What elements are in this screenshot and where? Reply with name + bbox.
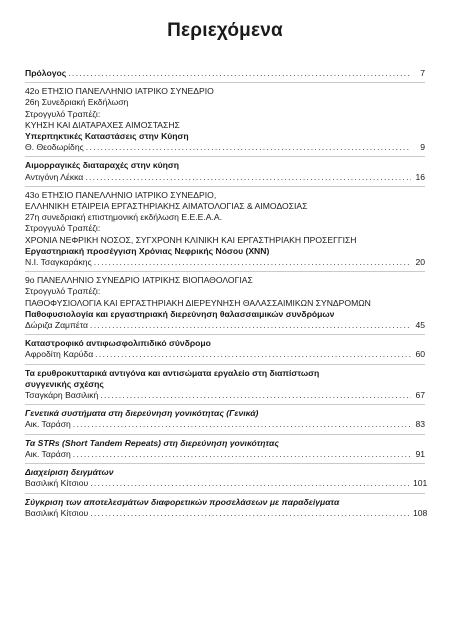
toc-entry-author: Αντιγόνη Λέκκα xyxy=(25,171,84,182)
toc-entry xyxy=(25,408,425,430)
toc-entry-line: ΕΛΛΗΝΙΚΗ ΕΤΑΙΡΕΙΑ ΕΡΓΑΣΤΗΡΙΑΚΗΣ ΑΙΜΑΤΟΛΟΓΙΑΣ & ΑΙΜΟΔΟΣΙΑΣ xyxy=(25,201,308,212)
toc-entry-line: Καταστροφικό αντιφωσφολιπιδικό σύνδρομο xyxy=(25,338,211,349)
toc-entry xyxy=(25,496,428,519)
dot-leader xyxy=(86,142,411,153)
toc-entry-author: Αικ. Ταράση xyxy=(25,419,71,430)
dot-leader xyxy=(85,172,411,183)
entry-separator xyxy=(25,463,425,464)
toc-entry-line: Διαχείριση δειγμάτων xyxy=(25,467,114,478)
toc-entry-line: ΠΑΘΟΦΥΣΙΟΛΟΓΙΑ ΚΑΙ ΕΡΓΑΣΤΗΡΙΑΚΗ ΔΙΕΡΕΥΝΗΣΗ ΘΑΛΑΣΣΑΙΜΙΚΩΝ ΣΥΝΔΡΟΜΩΝ xyxy=(25,297,371,308)
toc-entry-leader-row[interactable] xyxy=(25,507,428,519)
toc-entry xyxy=(25,275,425,331)
entry-separator xyxy=(25,434,425,435)
toc-entry-leader-row[interactable] xyxy=(25,419,425,430)
toc-page-number: 101 xyxy=(413,478,428,489)
toc-page-number: 83 xyxy=(415,419,425,430)
toc-entry-line: Στρογγυλό Τραπέζι: xyxy=(25,286,101,297)
toc-entry xyxy=(25,68,425,79)
toc-entry xyxy=(25,467,428,489)
dot-leader xyxy=(73,449,411,460)
toc-entry-leader-row[interactable] xyxy=(25,390,425,401)
toc-entry-line: 9ο ΠΑΝΕΛΛΗΝΙΟ ΣΥΝΕΔΡΙΟ ΙΑΤΡΙΚΗΣ ΒΙΟΠΑΘΟΛΟΓΙΑΣ xyxy=(25,275,253,286)
toc-entry-line: 26η Συνεδριακή Εκδήλωση xyxy=(25,97,129,108)
toc-entry-leader-row[interactable] xyxy=(25,172,425,183)
toc-entry xyxy=(25,190,425,268)
toc-entry-line: Στρογγυλό Τραπέζι: xyxy=(25,223,101,234)
toc-page-number: 67 xyxy=(415,390,425,401)
toc-entry-author: Δώριζα Ζαμπέτα xyxy=(25,320,88,331)
toc-entry-line: συγγενικής σχέσης xyxy=(25,378,104,389)
toc-entry-leader-row[interactable] xyxy=(25,449,425,460)
toc-entry xyxy=(25,338,425,360)
toc-entry-line: Παθοφυσιολογία και εργαστηριακή διερεύνηση θαλασσαιμικών συνδρόμων xyxy=(25,308,335,319)
toc-entry-line: Εργαστηριακή προσέγγιση Χρόνιας Νεφρικής Νόσου (ΧΝΝ) xyxy=(25,245,270,256)
entry-separator xyxy=(25,186,425,187)
toc-entry-author: Τσαγκάρη Βασιλική xyxy=(25,390,99,401)
dot-leader xyxy=(68,68,411,79)
toc-entry-line: 42ο ΕΤΗΣΙΟ ΠΑΝΕΛΛΗΝΙΟ ΙΑΤΡΙΚΟ ΣΥΝΕΔΡΙΟ xyxy=(25,86,214,97)
toc-entry-line: 27η συνεδριακή επιστημονική εκδήλωση Ε.Ε.Ε.Α.Α. xyxy=(25,212,222,223)
toc-entry-author: Αφροδίτη Καρύδα xyxy=(25,349,94,360)
toc-entry xyxy=(25,438,425,460)
dot-leader xyxy=(90,320,411,331)
toc-page-number: 91 xyxy=(415,448,425,459)
toc-entry-line: Στρογγυλό Τραπέζι: xyxy=(25,108,101,119)
toc-entry-line: Υπερπηκτικές Καταστάσεις στην Κύηση xyxy=(25,131,189,142)
toc-entry-author: Πρόλογος xyxy=(25,68,67,78)
toc-entry-line: ΧΡΟΝΙΑ ΝΕΦΡΙΚΗ ΝΟΣΟΣ, ΣΥΓΧΡΟΝΗ ΚΛΙΝΙΚΗ ΚΑΙ ΕΡΓΑΣΤΗΡΙΑΚΗ ΠΡΟΣΕΓΓΙΣΗ xyxy=(25,234,357,245)
entry-separator xyxy=(25,82,425,83)
entry-separator xyxy=(25,156,425,157)
entry-separator xyxy=(25,493,425,494)
toc-entry xyxy=(25,160,425,182)
toc-page-number: 60 xyxy=(415,349,425,360)
toc-entry-leader-row[interactable] xyxy=(25,349,425,360)
dot-leader xyxy=(73,419,411,430)
toc-entry-line: 43ο ΕΤΗΣΙΟ ΠΑΝΕΛΛΗΝΙΟ ΙΑΤΡΙΚΟ ΣΥΝΕΔΡΙΟ, xyxy=(25,189,217,200)
dot-leader xyxy=(100,390,411,401)
toc-page-number: 108 xyxy=(413,507,428,518)
entry-separator xyxy=(25,334,425,335)
table-of-contents xyxy=(25,68,428,519)
toc-entry-leader-row[interactable] xyxy=(25,478,428,489)
dot-leader xyxy=(95,349,411,360)
toc-entry-author: Βασιλική Κίτσιου xyxy=(25,507,89,518)
dot-leader xyxy=(94,257,411,268)
toc-entry xyxy=(25,368,425,402)
toc-entry-leader-row[interactable] xyxy=(25,257,425,268)
toc-entry-leader-row[interactable] xyxy=(25,68,425,79)
toc-page-number: 16 xyxy=(415,171,425,182)
entry-separator xyxy=(25,364,425,365)
page-title: Περιεχόμενα xyxy=(167,20,283,41)
toc-entry-line: Τα STRs (Short Tandem Repeats) στη διερεύνηση γονικότητας xyxy=(25,437,279,448)
toc-entry xyxy=(25,86,425,153)
toc-page-number: 7 xyxy=(420,68,425,78)
entry-separator xyxy=(25,404,425,405)
dot-leader xyxy=(90,508,411,519)
entry-separator xyxy=(25,271,425,272)
toc-entry-line: Γενετικά συστήματα στη διερεύνηση γονικότητας (Γενικά) xyxy=(25,408,259,419)
toc-entry-author: Ν.Ι. Τσαγκαράκης xyxy=(25,257,92,268)
toc-entry-line: ΚΥΗΣΗ ΚΑΙ ΔΙΑΤΑΡΑΧΕΣ ΑΙΜΟΣΤΑΣΗΣ xyxy=(25,119,180,130)
toc-entry-author: Αικ. Ταράση xyxy=(25,448,71,459)
toc-entry-line: Σύγκριση των αποτελεσμάτων διαφορετικών προσελάσεων με παραδείγματα xyxy=(25,496,340,507)
toc-page-number: 20 xyxy=(415,257,425,268)
toc-entry-author: Θ. Θεοδωρίδης xyxy=(25,142,84,153)
toc-entry-line: Αιμορραγικές διαταραχές στην κύηση xyxy=(25,160,180,171)
toc-entry-leader-row[interactable] xyxy=(25,320,425,331)
toc-page-number: 9 xyxy=(420,142,425,153)
toc-entry-leader-row[interactable] xyxy=(25,142,425,153)
toc-entry-author: Βασιλική Κίτσιου xyxy=(25,478,89,489)
dot-leader xyxy=(90,478,411,489)
toc-entry-line: Τα ερυθροκυτταρικά αντιγόνα και αντισώματα εργαλείο στη διαπίστωση xyxy=(25,367,320,378)
toc-page-number: 45 xyxy=(415,320,425,331)
